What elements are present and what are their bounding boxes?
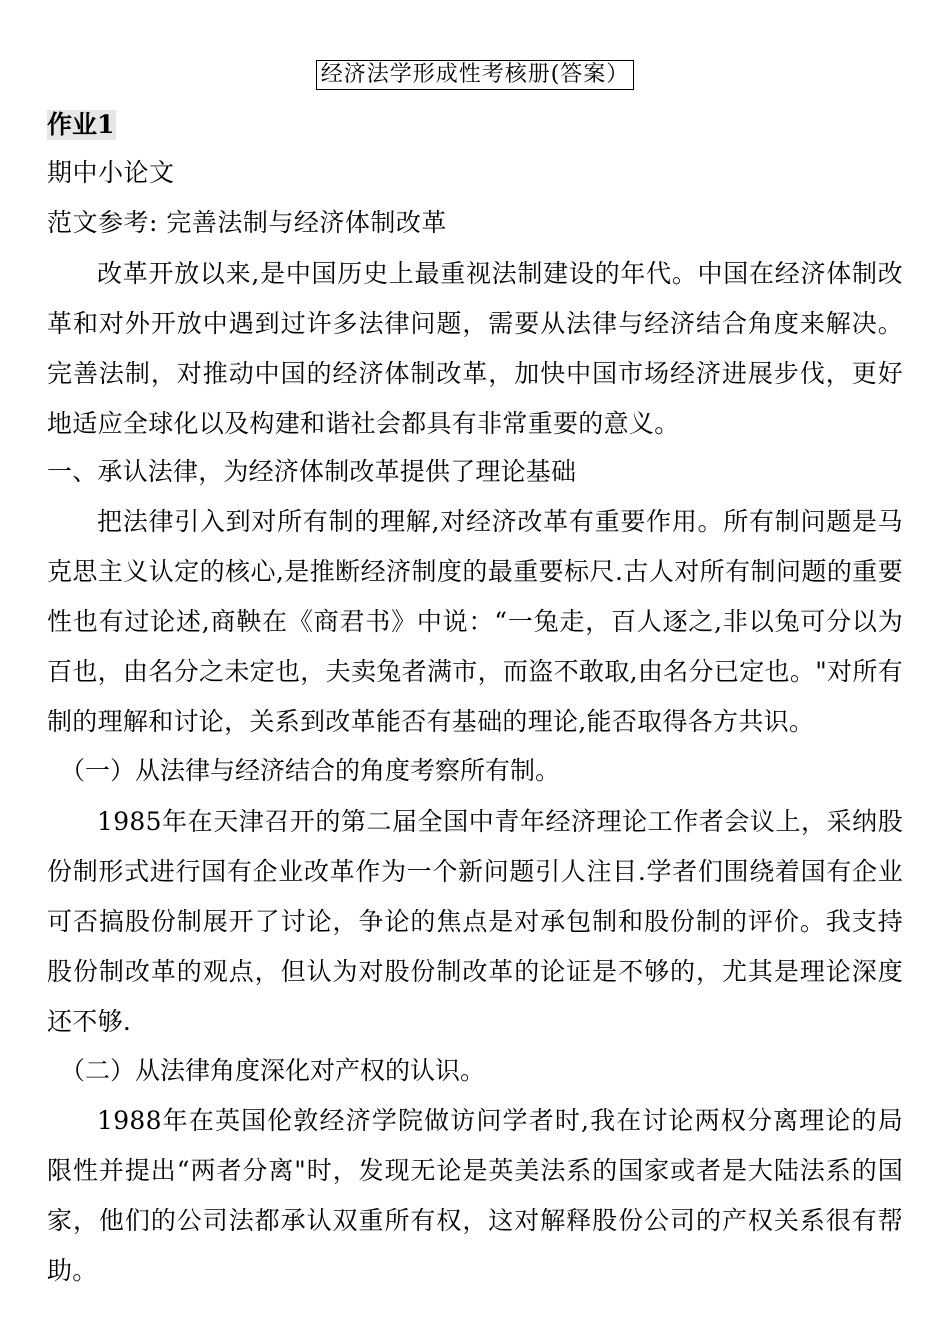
subsection-heading-one: （一）从法律与经济结合的角度考察所有制。 bbox=[60, 756, 561, 785]
section-heading-one: 一、承认法律，为经济体制改革提供了理论基础 bbox=[47, 457, 577, 486]
paragraph-1988: 1988年在英国伦敦经济学院做访问学者时,我在讨论两权分离理论的局限性并提出“两者分离"时，发现无论是英美法系的国家或者是大陆法系的国家，他们的公司法都承认双重所有权，这对解释股份公司的产权关系很有帮助。 bbox=[47, 1106, 903, 1285]
title-container bbox=[0, 60, 950, 90]
paragraph-1985: 1985年在天津召开的第二届全国中青年经济理论工作者会议上，采纳股份制形式进行国有企业改革作为一个新问题引人注目.学者们围绕着国有企业可否搞股份制展开了讨论，争论的焦点是对承包制和股份制的评价。我支持股份制改革的观点，但认为对股份制改革的论证是不够的，尤其是理论深度还不够. bbox=[47, 807, 903, 1036]
subsection-heading-two: （二）从法律角度深化对产权的认识。 bbox=[60, 1056, 486, 1085]
assignment-heading: 作业1 bbox=[47, 110, 115, 139]
paragraph-ownership: 把法律引入到对所有制的理解,对经济改革有重要作用。所有制问题是马克思主义认定的核心,是推断经济制度的最重要标尺.古人对所有制问题的重要性也有过论述,商鞅在《商君书》中说：“一兔走，百人逐之,非以兔可分以为百也，由名分之未定也，夫卖兔者满市，而盗不敢取,由名分已定也。"对所有制的理解和讨论，关系到改革能否有基础的理论,能否取得各方共识。 bbox=[47, 507, 903, 736]
document-title: 经济法学形成性考核册(答案） bbox=[316, 60, 635, 90]
reference-line: 范文参考: 完善法制与经济体制改革 bbox=[47, 208, 447, 237]
paragraph-intro: 改革开放以来,是中国历史上最重视法制建设的年代。中国在经济体制改革和对外开放中遇到过许多法律问题，需要从法律与经济结合角度来解决。完善法制，对推动中国的经济体制改革，加快中国市场经济进展步伐，更好地适应全球化以及构建和谐社会都具有非常重要的意义。 bbox=[47, 259, 903, 438]
subtitle: 期中小论文 bbox=[47, 158, 175, 187]
